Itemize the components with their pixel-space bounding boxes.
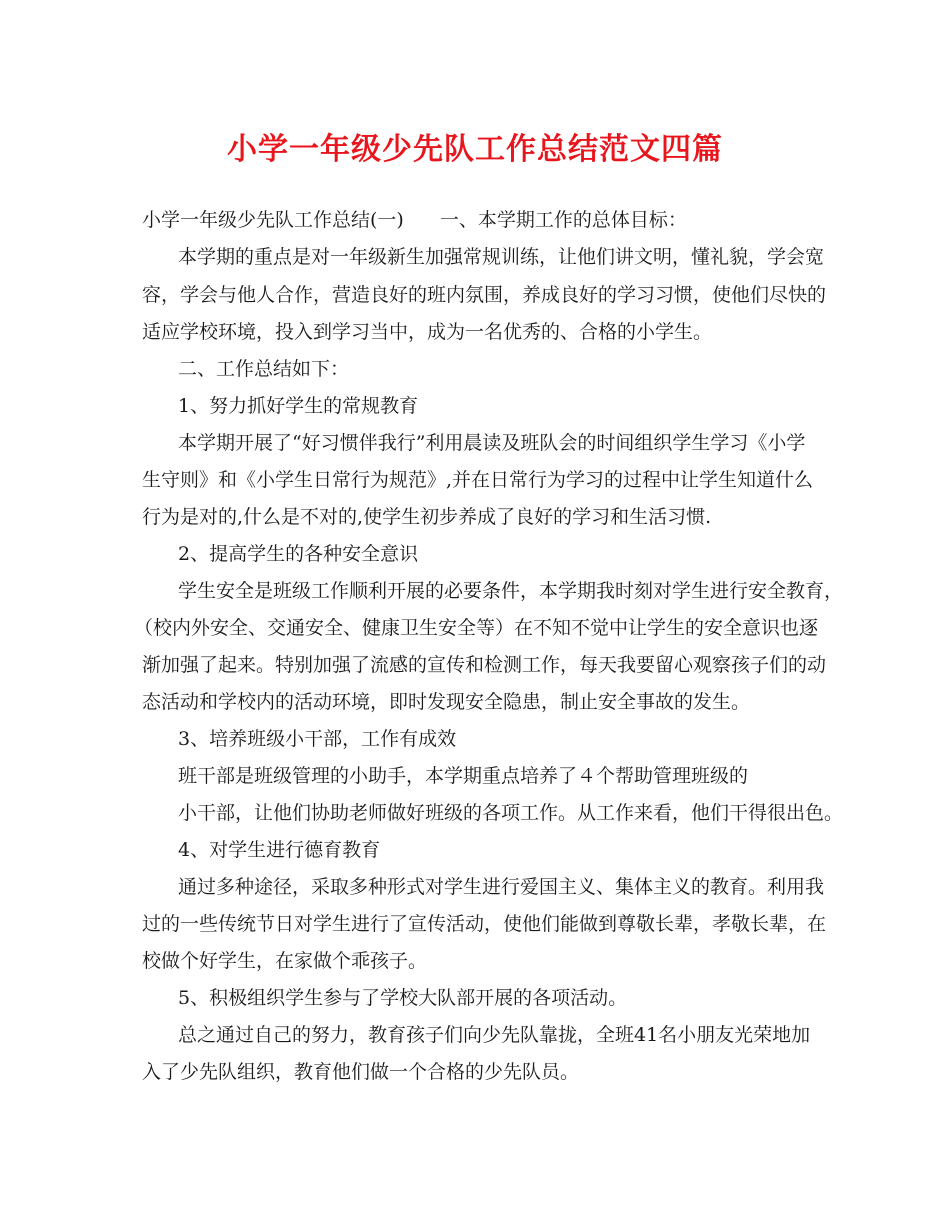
paragraph-line: 适应学校环境，投入到学习当中，成为一名优秀的、合格的小学生。 bbox=[142, 321, 713, 343]
paragraph-line: 生守则》和《小学生日常行为规范》,并在日常行为学习的过程中让学生知道什么 bbox=[142, 469, 814, 491]
document-title: 小学一年级少先队工作总结范文四篇 bbox=[227, 132, 723, 167]
paragraph-line: 行为是对的,什么是不对的,使学生初步养成了良好的学习和生活习惯. bbox=[142, 506, 712, 528]
subtitle: 小学一年级少先队工作总结(一) bbox=[142, 209, 404, 231]
paragraph-line: 本学期的重点是对一年级新生加强常规训练，让他们讲文明，懂礼貌，学会宽 bbox=[178, 246, 825, 268]
item-heading: 2、提高学生的各种安全意识 bbox=[178, 543, 419, 565]
paragraph-line: 态活动和学校内的活动环境，即时发现安全隐患，制止安全事故的发生。 bbox=[142, 691, 751, 713]
goal-heading: 一、本学期工作的总体目标： bbox=[439, 209, 687, 231]
paragraph-line: 本学期开展了“好习惯伴我行”利用晨读及班队会的时间组织学生学习《小学 bbox=[178, 432, 806, 454]
paragraph-line: 通过多种途径，采取多种形式对学生进行爱国主义、集体主义的教育。利用我 bbox=[178, 876, 825, 898]
paragraph-line: 过的一些传统节日对学生进行了宣传活动，使他们能做到尊敬长辈，孝敬长辈，在 bbox=[142, 913, 827, 935]
paragraph-line: 入了少先队组织，教育他们做一个合格的少先队员。 bbox=[142, 1061, 580, 1083]
paragraph-line: 总之通过自己的努力，教育孩子们向少先队靠拢，全班41名小朋友光荣地加 bbox=[178, 1024, 811, 1046]
paragraph-line: 校做个好学生，在家做个乖孩子。 bbox=[142, 950, 428, 972]
section-heading: 二、工作总结如下： bbox=[178, 358, 350, 380]
item-heading: 1、努力抓好学生的常规教育 bbox=[178, 395, 419, 417]
section-heading-line bbox=[142, 207, 687, 233]
item-heading: 3、培养班级小干部，工作有成效 bbox=[178, 728, 457, 750]
paragraph-line: （校内外安全、交通安全、健康卫生安全等）在不知不觉中让学生的安全意识也逐 bbox=[134, 617, 819, 639]
paragraph-line: 容，学会与他人合作，营造良好的班内氛围，养成良好的学习习惯，使他们尽快的 bbox=[142, 284, 827, 306]
item-heading: 4、对学生进行德育教育 bbox=[178, 839, 381, 861]
item-heading: 5、积极组织学生参与了学校大队部开展的各项活动。 bbox=[178, 987, 628, 1009]
paragraph-line: 学生安全是班级工作顺利开展的必要条件，本学期我时刻对学生进行安全教育， bbox=[178, 580, 844, 602]
paragraph-line: 渐加强了起来。特别加强了流感的宣传和检测工作，每天我要留心观察孩子们的动 bbox=[142, 654, 827, 676]
paragraph-line: 小干部，让他们协助老师做好班级的各项工作。从工作来看，他们干得很出色。 bbox=[178, 802, 844, 824]
paragraph-line: 班干部是班级管理的小助手，本学期重点培养了４个帮助管理班级的 bbox=[178, 765, 749, 787]
